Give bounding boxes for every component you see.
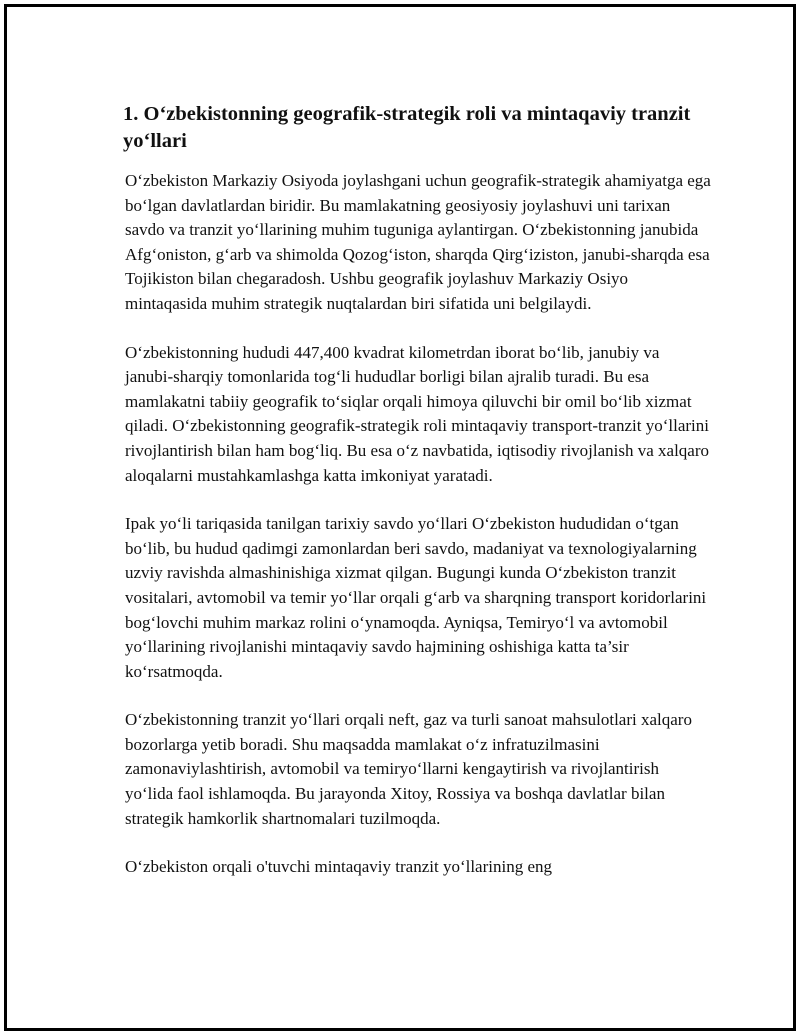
- paragraph-5: O‘zbekiston orqali o'tuvchi mintaqaviy tranzit yo‘llarining eng: [125, 857, 553, 877]
- document-body: [121, 101, 711, 880]
- section-heading: 1. O‘zbekistonning geografik-strategik roli va mintaqaviy tranzit yo‘llari: [123, 103, 691, 152]
- document-page: [4, 4, 796, 1031]
- paragraph-2: O‘zbekistonning hududi 447,400 kvadrat kilometrdan iborat bo‘lib, janubiy va janubi-sharqiy tomonlarida tog‘li hududlar borligi bilan ajralib turadi. Bu esa mamlakatni tabiiy geografik to‘siqlar orqali himoya qiluvchi bir omil bo‘lib xizmat qiladi. O‘zbekistonning geografik-strategik roli mintaqaviy transport-tranzit yo‘llarini rivojlantirish bilan ham bog‘liq. Bu esa o‘z navbatida, iqtisodiy rivojlanish va xalqaro aloqalarni mustahkamlashga katta imkoniyat yaratadi.: [125, 342, 710, 485]
- paragraph-1: O‘zbekiston Markaziy Osiyoda joylashgani uchun geografik-strategik ahamiyatga ega bo‘lgan davlatlardan biridir. Bu mamlakatning geosiyosiy joylashuvi uni tarixan savdo va tranzit yo‘llarining muhim tuguniga aylantirgan. O‘zbekistonning janubida Afg‘oniston, g‘arb va shimolda Qozog‘iston, sharqda Qirg‘iziston, janubi-sharqda esa Tojikiston bilan chegaradosh. Ushbu geografik joylashuv Markaziy Osiyo mintaqasida muhim strategik nuqtalardan biri sifatida uni belgilaydi.: [125, 171, 711, 313]
- paragraph-4: O‘zbekistonning tranzit yo‘llari orqali neft, gaz va turli sanoat mahsulotlari xalqaro bozorlarga yetib boradi. Shu maqsadda mamlakat o‘z infratuzilmasini zamonaviylashtirish, avtomobil va temiryo‘llarni kengaytirish va rivojlantirish yo‘lida faol ishlamoqda. Bu jarayonda Xitoy, Rossiya va boshqa davlatlar bilan strategik hamkorlik shartnomalari tuzilmoqda.: [125, 710, 692, 828]
- paragraph-3: Ipak yo‘li tariqasida tanilgan tarixiy savdo yo‘llari O‘zbekiston hududidan o‘tgan bo‘lib, bu hudud qadimgi zamonlardan beri savdo, madaniyat va texnologiyalarning uzviy ravishda almashinishiga xizmat qilgan. Bugungi kunda O‘zbekiston tranzit vositalari, avtomobil va temir yo‘llar orqali g‘arb va sharqning transport koridorlarini bog‘lovchi muhim markaz rolini o‘ynamoqda. Ayniqsa, Temiryo‘l va avtomobil yo‘llarining rivojlanishi mintaqaviy savdo hajmining oshishiga katta ta’sir ko‘rsatmoqda.: [125, 514, 707, 681]
